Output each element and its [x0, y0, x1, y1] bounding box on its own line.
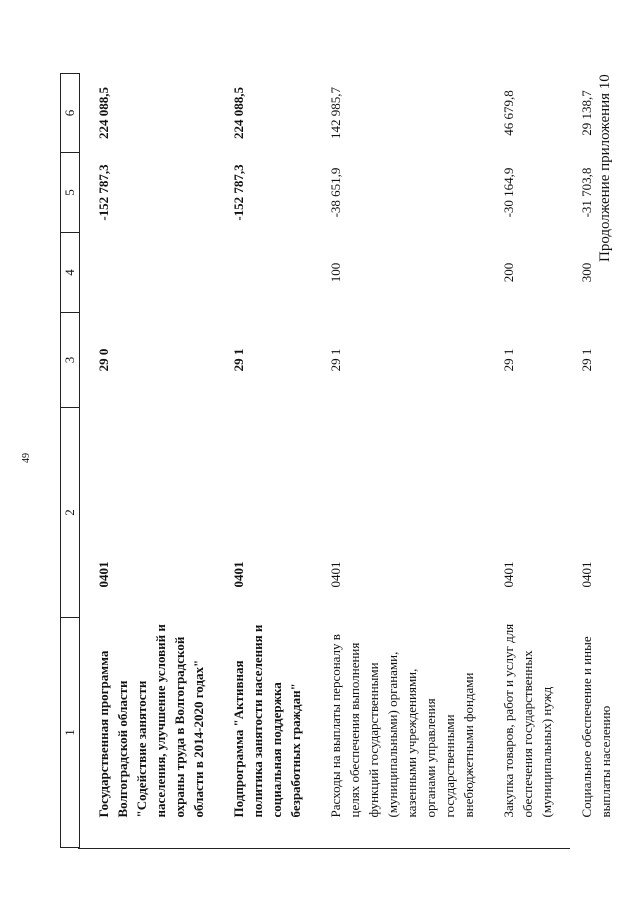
row-total-amount: 46 679,8	[485, 74, 563, 153]
row-change-amount: -38 651,9	[312, 153, 485, 233]
row-section-code: 0401	[485, 408, 563, 618]
row-total-amount: 224 088,5	[80, 74, 215, 153]
header-cell-4: 4	[61, 233, 80, 313]
row-expense-type: 200	[485, 233, 563, 313]
row-expense-type	[215, 233, 312, 313]
header-cell-3: 3	[61, 313, 80, 408]
table-row	[563, 74, 622, 848]
row-total-amount: 224 088,5	[215, 74, 312, 153]
table-row	[80, 74, 215, 848]
row-name: Расходы на выплаты персоналу в целях обеспечения выполнения функций государственными (муниципальными) органами, казенными учреждениями, органами управления государственными внебюджетными фондами	[312, 618, 485, 848]
appendix-table	[60, 73, 622, 848]
table-row	[312, 74, 485, 848]
row-change-amount: -31 703,8	[563, 153, 622, 233]
table-left-rule	[78, 848, 570, 849]
table-row	[215, 74, 312, 848]
table-row	[485, 74, 563, 848]
row-expense-type: 100	[312, 233, 485, 313]
row-change-amount: -152 787,3	[80, 153, 215, 233]
row-target-code: 29 0	[80, 313, 215, 408]
row-change-amount: -152 787,3	[215, 153, 312, 233]
row-total-amount: 29 138,7	[563, 74, 622, 153]
header-cell-5: 5	[61, 153, 80, 233]
row-target-code: 29 1	[563, 313, 622, 408]
header-row	[61, 74, 80, 848]
header-cell-2: 2	[61, 408, 80, 618]
row-section-code: 0401	[563, 408, 622, 618]
row-expense-type: 300	[563, 233, 622, 313]
row-total-amount: 142 985,7	[312, 74, 485, 153]
row-name: Закупка товаров, работ и услуг для обеспечения государственных (муниципальных) нужд	[485, 618, 563, 848]
row-name: Подпрограмма "Активная политика занятости населения и социальная поддержка безработных граждан"	[215, 618, 312, 848]
continuation-caption: Продолжение приложения 10	[597, 74, 613, 262]
row-expense-type	[80, 233, 215, 313]
row-change-amount: -30 164,9	[485, 153, 563, 233]
row-target-code: 29 1	[485, 313, 563, 408]
row-name: Государственная программа Волгоградской области "Содействие занятости населения, улучшение условий и охраны труда в Волгоградской области в 2014-2020 годах"	[80, 618, 215, 848]
row-name: Социальное обеспечение и иные выплаты населению	[563, 618, 622, 848]
row-target-code: 29 1	[312, 313, 485, 408]
row-section-code: 0401	[80, 408, 215, 618]
row-section-code: 0401	[215, 408, 312, 618]
page-number: 49	[21, 453, 32, 463]
row-section-code: 0401	[312, 408, 485, 618]
row-target-code: 29 1	[215, 313, 312, 408]
header-cell-1: 1	[61, 618, 80, 848]
header-cell-6: 6	[61, 74, 80, 153]
